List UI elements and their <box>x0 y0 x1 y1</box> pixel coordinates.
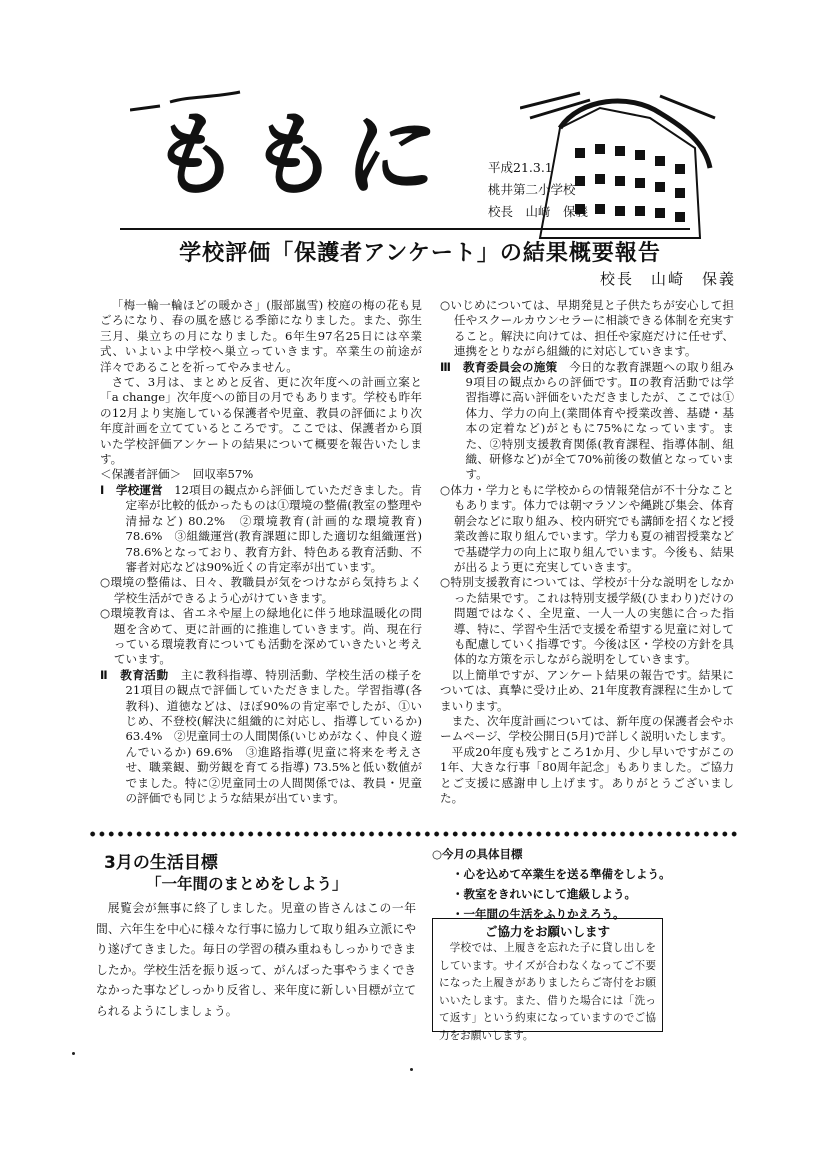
header-rule <box>120 228 690 230</box>
newsletter-title: ももに <box>142 102 452 209</box>
dotted-divider <box>88 830 738 838</box>
paragraph: ○環境教育は、省エネや屋上の緑地化に伴う地球温暖化の問題を含めて、更に計画的に推進していきます。尚、現在行っている環境教育についても活動を深めていきたいと考えています。 <box>100 606 422 667</box>
section-heading: 教育活動 <box>120 667 169 682</box>
section-text: 主に教科指導、特別活動、学校生活の様子を21項目の観点で評価していただきました。学習指導(各教科)、道徳などは、ほぼ90%の肯定率でしたが、①いじめ、不登校(解決に組織的に対応し、指導しているか) 63.4% ②児童同士の人間関係(いじめがなく、仲良く遊んでいるか) 69.6% ③進路指導(児童に将来を考えさせ、職業観、勤労観を育てる指導) 73.5%と低い数値がでました。特に②児童同士の人間関係では、教員・児童の評価でも同じような結果が出ています。 <box>125 667 422 805</box>
section-number: Ⅲ <box>440 359 452 374</box>
section-heading: 教育委員会の施策 <box>462 359 558 374</box>
parent-eval-label: ＜保護者評価＞ 回収率57% <box>100 467 254 482</box>
issue-date: 平成21.3.1 <box>488 160 553 175</box>
principal-name: 校長 山﨑 保義 <box>488 204 589 219</box>
life-goal-text: 展覧会が無事に終了しました。児童の皆さんはこの一年間、六年生を中心に様々な行事に協力して取り組み立派にやり遂げてきました。毎日の学習の積み重ねもしっかりできましたか。学校生活を振り返って、がんばった事やうまくできなかった事などしっかり反省し、来年度に新しい目標が立てられるようにしましょう。 <box>96 901 416 1018</box>
section-text: 12項目の観点から評価していただきました。肯定率が比較的低かったものは①環境の整備(教室の整理や清掃など) 80.2% ②環境教育(計画的な環境教育) 78.6% ③組織運営(教育課題に即した適切な組織運営) 78.6%となっており、教育方針、特色ある教育活動、不審者対応などは90%近くの肯定率が出ています。 <box>125 482 422 574</box>
list-item: ・教室をきれいにして進級しよう。 <box>452 887 636 901</box>
section-number: Ⅰ <box>100 482 105 497</box>
section-heading: 学校運営 <box>116 482 163 497</box>
paragraph: 「梅一輪一輪ほどの暖かさ」(服部嵐雪) 校庭の梅の花も見ごろになり、春の風を感じる季節になりました。また、弥生三月、巣立ちの月になりました。6年生97名25日には卒業式、いよいよ中学校へ巣立っていきます。卒業生の前途が洋々であることを祈ってやみません。 <box>100 298 422 374</box>
paragraph: 平成20年度も残すところ1か月、少し早いですがこの1年、大きな行事「80周年記念」もありました。ご協力とご支援に感謝申し上げます。ありがとうございました。 <box>440 744 734 805</box>
paragraph: さて、3月は、まとめと反省、更に次年度への計画立案と「a change」次年度への節目の月でもあります。学校も昨年の12月より実施している保護者や児童、教員の評価により次年度計画を立てているところです。ここでは、保護者から頂いた学校評価アンケートの結果について概要を報告いたします。 <box>100 375 422 467</box>
request-title: ご協力をお願いします <box>484 924 610 939</box>
list-item: ・一年間の生活をふりかえろう。 <box>452 907 625 921</box>
section-text: 今日的な教育課題への取り組み9項目の観点からの評価です。Ⅱの教育活動では学習指導に高い評価をいただきましたが、ここでは①体力、学力の向上(業間体育や授業改善、基礎・基本の定着など)がともに75%になっています。また、②特別支援教育関係(教育課程、指導体制、組織、研修など)が全て70%前後の数値となっています。 <box>465 359 734 482</box>
monthly-goals <box>432 844 671 924</box>
paragraph: ○特別支援教育については、学校が十分な説明をしなかった結果です。これは特別支援学級(ひまわり)だけの問題ではなく、全児童、一人一人の実態に合った指導、特に、学習や生活で支援を希望する児童に対しても配慮していく指導です。今後は区・学校の方針を具体的な方策を示しながら説明をしていきます。 <box>440 575 734 667</box>
article-byline: 校長 山崎 保義 <box>600 270 737 288</box>
section-3 <box>440 360 734 483</box>
section-1 <box>100 483 422 575</box>
request-box <box>432 918 663 1042</box>
section-number: Ⅱ <box>100 667 109 682</box>
article-right-column <box>440 298 734 806</box>
request-text: 学校では、上履きを忘れた子に貸し出しをしています。サイズが合わなくなってご不要になった上履きがありましたらご寄付をお願いいたします。また、借りた場合には「洗って返す」という約束になっていますのでご協力をお願いします。 <box>439 942 656 1042</box>
paragraph: ○いじめについては、早期発見と子供たちが安心して担任やスクールカウンセラーに相談できる体制を充実すること。解決に向けては、担任や家庭だけに任せず、連携をとりながら組織的に対応していきます。 <box>440 298 734 359</box>
paragraph: また、次年度計画については、新年度の保護者会やホームページ、学校公開日(5月)で詳しく説明いたします。 <box>440 713 734 744</box>
section-2 <box>100 668 422 807</box>
life-goal-subtitle: 「一年間のまとめをしよう」 <box>146 875 348 893</box>
article-left-column <box>100 298 422 806</box>
paragraph: ○体力・学力ともに学校からの情報発信が不十分なこともあります。体力では朝マラソンや縄跳び集会、体育朝会などに取り組み、校内研究でも講師を招くなど授業改善に取り組んでいます。学力も夏の補習授業などで基礎学力の向上に取り組んでいます。今後も、結果が出るよう更に充実していきます。 <box>440 482 734 574</box>
list-item: ・心を込めて卒業生を送る準備をしよう。 <box>452 867 671 881</box>
paragraph: ○環境の整備は、日々、教職員が気をつけながら気持ちよく学校生活ができるよう心がけていきます。 <box>100 575 422 605</box>
monthly-goals-header: ○今月の具体目標 <box>432 847 523 861</box>
scan-speck <box>410 1068 413 1071</box>
paragraph: 以上簡単ですが、アンケート結果の報告です。結果については、真摯に受け止め、21年度教育課程に生かしてまいります。 <box>440 667 734 713</box>
school-name: 桃井第二小学校 <box>488 182 576 197</box>
life-goal-title: 3月の生活目標 <box>104 853 218 873</box>
article-headline: 学校評価「保護者アンケート」の結果概要報告 <box>179 241 661 266</box>
scan-speck <box>72 1052 75 1055</box>
